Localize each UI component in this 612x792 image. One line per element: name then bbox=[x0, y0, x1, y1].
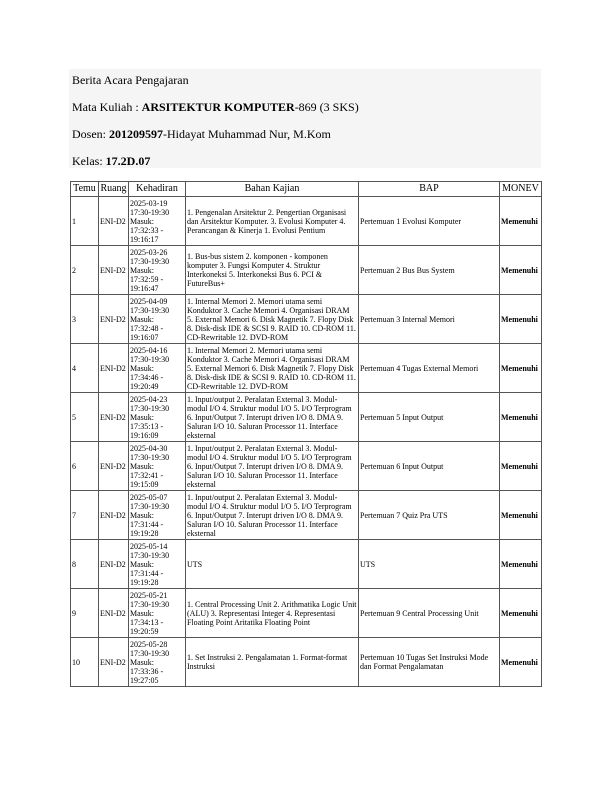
meeting-number: 8 bbox=[71, 540, 99, 589]
attendance-date: 2025-04-23 bbox=[130, 394, 168, 404]
room-cell: ENI-D2 bbox=[99, 638, 129, 687]
attendance-in-time: 17:35:13 - bbox=[130, 421, 164, 431]
monev-status: Memenuhi bbox=[500, 344, 542, 393]
attendance-schedule: 17:30-19:30 bbox=[130, 305, 170, 315]
meeting-number: 3 bbox=[71, 295, 99, 344]
table-row bbox=[71, 344, 542, 393]
bap-cell: Pertemuan 7 Quiz Pra UTS bbox=[359, 491, 500, 540]
attendance-cell bbox=[129, 540, 186, 589]
lecturer-name: -Hidayat Muhammad Nur, M.Kom bbox=[163, 127, 331, 141]
attendance-out-time: 19:16:07 bbox=[130, 332, 159, 342]
attendance-date: 2025-05-28 bbox=[130, 639, 168, 649]
attendance-masuk-label: Masuk: bbox=[130, 510, 154, 520]
meeting-number: 4 bbox=[71, 344, 99, 393]
attendance-schedule: 17:30-19:30 bbox=[130, 648, 170, 658]
attendance-out-time: 19:16:09 bbox=[130, 430, 159, 440]
report-title: Berita Acara Pengajaran bbox=[72, 73, 189, 87]
study-material-cell: 1. Input/output 2. Peralatan External 3. Modul-modul I/O 4. Struktur modul I/O 5. I/O Terprogram 6. Input/Output 7. Interupt driven I/O 8. DMA 9. Saluran I/O 10. Saluran Processor 11. Interface eksternal bbox=[186, 491, 359, 540]
class-line bbox=[72, 154, 150, 168]
attendance-masuk-label: Masuk: bbox=[130, 461, 154, 471]
attendance-in-time: 17:31:44 - bbox=[130, 519, 164, 529]
attendance-schedule: 17:30-19:30 bbox=[130, 403, 170, 413]
attendance-date: 2025-04-30 bbox=[130, 443, 168, 453]
attendance-cell bbox=[129, 197, 186, 246]
meeting-number: 9 bbox=[71, 589, 99, 638]
attendance-schedule: 17:30-19:30 bbox=[130, 501, 170, 511]
col-header-temu: Temu bbox=[71, 182, 99, 197]
bap-cell: Pertemuan 2 Bus Bus System bbox=[359, 246, 500, 295]
teaching-log-table bbox=[70, 181, 542, 687]
bap-cell: Pertemuan 6 Input Output bbox=[359, 442, 500, 491]
table-row bbox=[71, 442, 542, 491]
attendance-in-time: 17:31:44 - bbox=[130, 568, 164, 578]
attendance-date: 2025-04-16 bbox=[130, 345, 168, 355]
room-cell: ENI-D2 bbox=[99, 442, 129, 491]
attendance-masuk-label: Masuk: bbox=[130, 216, 154, 226]
col-header-ruang: Ruang bbox=[99, 182, 129, 197]
attendance-schedule: 17:30-19:30 bbox=[130, 354, 170, 364]
bap-cell: Pertemuan 5 Input Output bbox=[359, 393, 500, 442]
attendance-masuk-label: Masuk: bbox=[130, 657, 154, 667]
room-cell: ENI-D2 bbox=[99, 197, 129, 246]
attendance-masuk-label: Masuk: bbox=[130, 559, 154, 569]
monev-status: Memenuhi bbox=[500, 491, 542, 540]
study-material-cell: 1. Pengenalan Arsitektur 2. Pengertian Organisasi dan Arsitektur Komputer. 3. Evolusi Komputer 4. Perancangan & Kinerja 1. Evolusi Pentium bbox=[186, 197, 359, 246]
attendance-schedule: 17:30-19:30 bbox=[130, 599, 170, 609]
lecturer-prefix: Dosen: bbox=[72, 127, 109, 141]
monev-status: Memenuhi bbox=[500, 589, 542, 638]
attendance-cell bbox=[129, 442, 186, 491]
attendance-schedule: 17:30-19:30 bbox=[130, 256, 170, 266]
course-prefix: Mata Kuliah : bbox=[72, 100, 142, 114]
study-material-cell: 1. Internal Memori 2. Memori utama semi Konduktor 3. Cache Memori 4. Organisasi DRAM 5. External Memori 6. Disk Magnetik 7. Flopy Disk 8. Disk-disk IDE & SCSI 9. RAID 10. CD-ROM 11. CD-Rewritable 12. DVD-ROM bbox=[186, 295, 359, 344]
monev-status: Memenuhi bbox=[500, 638, 542, 687]
table-row bbox=[71, 540, 542, 589]
monev-status: Memenuhi bbox=[500, 197, 542, 246]
table-row bbox=[71, 393, 542, 442]
study-material-cell: 1. Input/output 2. Peralatan External 3. Modul-modul I/O 4. Struktur modul I/O 5. I/O Terprogram 6. Input/Output 7. Interupt driven I/O 8. DMA 9. Saluran I/O 10. Saluran Processor 11. Interface eksternal bbox=[186, 442, 359, 491]
attendance-out-time: 19:20:59 bbox=[130, 626, 159, 636]
attendance-masuk-label: Masuk: bbox=[130, 363, 154, 373]
col-header-kehadiran: Kehadiran bbox=[129, 182, 186, 197]
course-name: ARSITEKTUR KOMPUTER bbox=[141, 100, 295, 114]
room-cell: ENI-D2 bbox=[99, 295, 129, 344]
bap-cell: Pertemuan 9 Central Processing Unit bbox=[359, 589, 500, 638]
attendance-in-time: 17:32:41 - bbox=[130, 470, 164, 480]
room-cell: ENI-D2 bbox=[99, 589, 129, 638]
attendance-cell bbox=[129, 344, 186, 393]
attendance-cell bbox=[129, 638, 186, 687]
attendance-in-time: 17:32:48 - bbox=[130, 323, 164, 333]
attendance-masuk-label: Masuk: bbox=[130, 412, 154, 422]
attendance-out-time: 19:16:47 bbox=[130, 283, 159, 293]
attendance-in-time: 17:33:36 - bbox=[130, 666, 164, 676]
monev-status: Memenuhi bbox=[500, 442, 542, 491]
attendance-date: 2025-03-19 bbox=[130, 198, 168, 208]
attendance-cell bbox=[129, 589, 186, 638]
attendance-out-time: 19:16:17 bbox=[130, 234, 159, 244]
monev-status: Memenuhi bbox=[500, 246, 542, 295]
report-header bbox=[69, 69, 541, 168]
room-cell: ENI-D2 bbox=[99, 246, 129, 295]
study-material-cell: 1. Bus-bus sistem 2. komponen - komponen komputer 3. Fungsi Komputer 4. Struktur Interkoneksi 5. Interkoneksi Bus 6. PCI & FutureBus+ bbox=[186, 246, 359, 295]
attendance-in-time: 17:34:46 - bbox=[130, 372, 164, 382]
attendance-masuk-label: Masuk: bbox=[130, 265, 154, 275]
attendance-cell bbox=[129, 295, 186, 344]
table-header-row bbox=[71, 182, 542, 197]
attendance-masuk-label: Masuk: bbox=[130, 608, 154, 618]
monev-status: Memenuhi bbox=[500, 393, 542, 442]
study-material-cell: 1. Input/output 2. Peralatan External 3. Modul-modul I/O 4. Struktur modul I/O 5. I/O Terprogram 6. Input/Output 7. Interupt driven I/O 8. DMA 9. Saluran I/O 10. Saluran Processor 11. Interface eksternal bbox=[186, 393, 359, 442]
monev-status: Memenuhi bbox=[500, 295, 542, 344]
attendance-in-time: 17:32:59 - bbox=[130, 274, 164, 284]
class-prefix: Kelas: bbox=[72, 154, 106, 168]
attendance-date: 2025-04-09 bbox=[130, 296, 168, 306]
table-row bbox=[71, 295, 542, 344]
study-material-cell: UTS bbox=[186, 540, 359, 589]
meeting-number: 7 bbox=[71, 491, 99, 540]
meeting-number: 6 bbox=[71, 442, 99, 491]
attendance-cell bbox=[129, 393, 186, 442]
attendance-date: 2025-05-07 bbox=[130, 492, 168, 502]
room-cell: ENI-D2 bbox=[99, 393, 129, 442]
bap-cell: Pertemuan 1 Evolusi Komputer bbox=[359, 197, 500, 246]
room-cell: ENI-D2 bbox=[99, 540, 129, 589]
study-material-cell: 1. Set Instruksi 2. Pengalamatan 1. Format-format Instruksi bbox=[186, 638, 359, 687]
bap-cell: Pertemuan 4 Tugas External Memori bbox=[359, 344, 500, 393]
attendance-out-time: 19:15:09 bbox=[130, 479, 159, 489]
study-material-cell: 1. Central Processing Unit 2. Arithmatika Logic Unit (ALU) 3. Representasi Integer 4. Representasi Floating Point Aritatika Floating Point bbox=[186, 589, 359, 638]
bap-cell: Pertemuan 3 Internal Memori bbox=[359, 295, 500, 344]
meeting-number: 1 bbox=[71, 197, 99, 246]
attendance-schedule: 17:30-19:30 bbox=[130, 550, 170, 560]
attendance-out-time: 19:19:28 bbox=[130, 577, 159, 587]
col-header-bahan-kajian: Bahan Kajian bbox=[186, 182, 359, 197]
meeting-number: 5 bbox=[71, 393, 99, 442]
attendance-date: 2025-05-14 bbox=[130, 541, 168, 551]
class-code: 17.2D.07 bbox=[105, 154, 151, 168]
attendance-out-time: 19:19:28 bbox=[130, 528, 159, 538]
room-cell: ENI-D2 bbox=[99, 491, 129, 540]
attendance-masuk-label: Masuk: bbox=[130, 314, 154, 324]
meeting-number: 2 bbox=[71, 246, 99, 295]
attendance-in-time: 17:34:13 - bbox=[130, 617, 164, 627]
attendance-in-time: 17:32:33 - bbox=[130, 225, 164, 235]
table-row bbox=[71, 197, 542, 246]
attendance-schedule: 17:30-19:30 bbox=[130, 452, 170, 462]
attendance-cell bbox=[129, 491, 186, 540]
lecturer-line bbox=[72, 127, 331, 141]
attendance-date: 2025-05-21 bbox=[130, 590, 168, 600]
course-suffix: -869 (3 SKS) bbox=[294, 100, 359, 114]
meeting-number: 10 bbox=[71, 638, 99, 687]
col-header-bap: BAP bbox=[359, 182, 500, 197]
bap-cell: UTS bbox=[359, 540, 500, 589]
attendance-date: 2025-03-26 bbox=[130, 247, 168, 257]
table-row bbox=[71, 491, 542, 540]
study-material-cell: 1. Internal Memori 2. Memori utama semi Konduktor 3. Cache Memori 4. Organisasi DRAM 5. External Memori 6. Disk Magnetik 7. Flopy Disk 8. Disk-disk IDE & SCSI 9. RAID 10. CD-ROM 11. CD-Rewritable 12. DVD-ROM bbox=[186, 344, 359, 393]
attendance-out-time: 19:20:49 bbox=[130, 381, 159, 391]
bap-cell: Pertemuan 10 Tugas Set Instruksi Mode dan Format Pengalamatan bbox=[359, 638, 500, 687]
room-cell: ENI-D2 bbox=[99, 344, 129, 393]
lecturer-id: 201209597 bbox=[109, 127, 163, 141]
attendance-schedule: 17:30-19:30 bbox=[130, 207, 170, 217]
table-row bbox=[71, 589, 542, 638]
col-header-monev: MONEV bbox=[500, 182, 542, 197]
attendance-cell bbox=[129, 246, 186, 295]
table-row bbox=[71, 246, 542, 295]
attendance-out-time: 19:27:05 bbox=[130, 675, 159, 685]
monev-status: Memenuhi bbox=[500, 540, 542, 589]
table-body bbox=[71, 197, 542, 687]
table-row bbox=[71, 638, 542, 687]
course-line bbox=[72, 100, 359, 114]
